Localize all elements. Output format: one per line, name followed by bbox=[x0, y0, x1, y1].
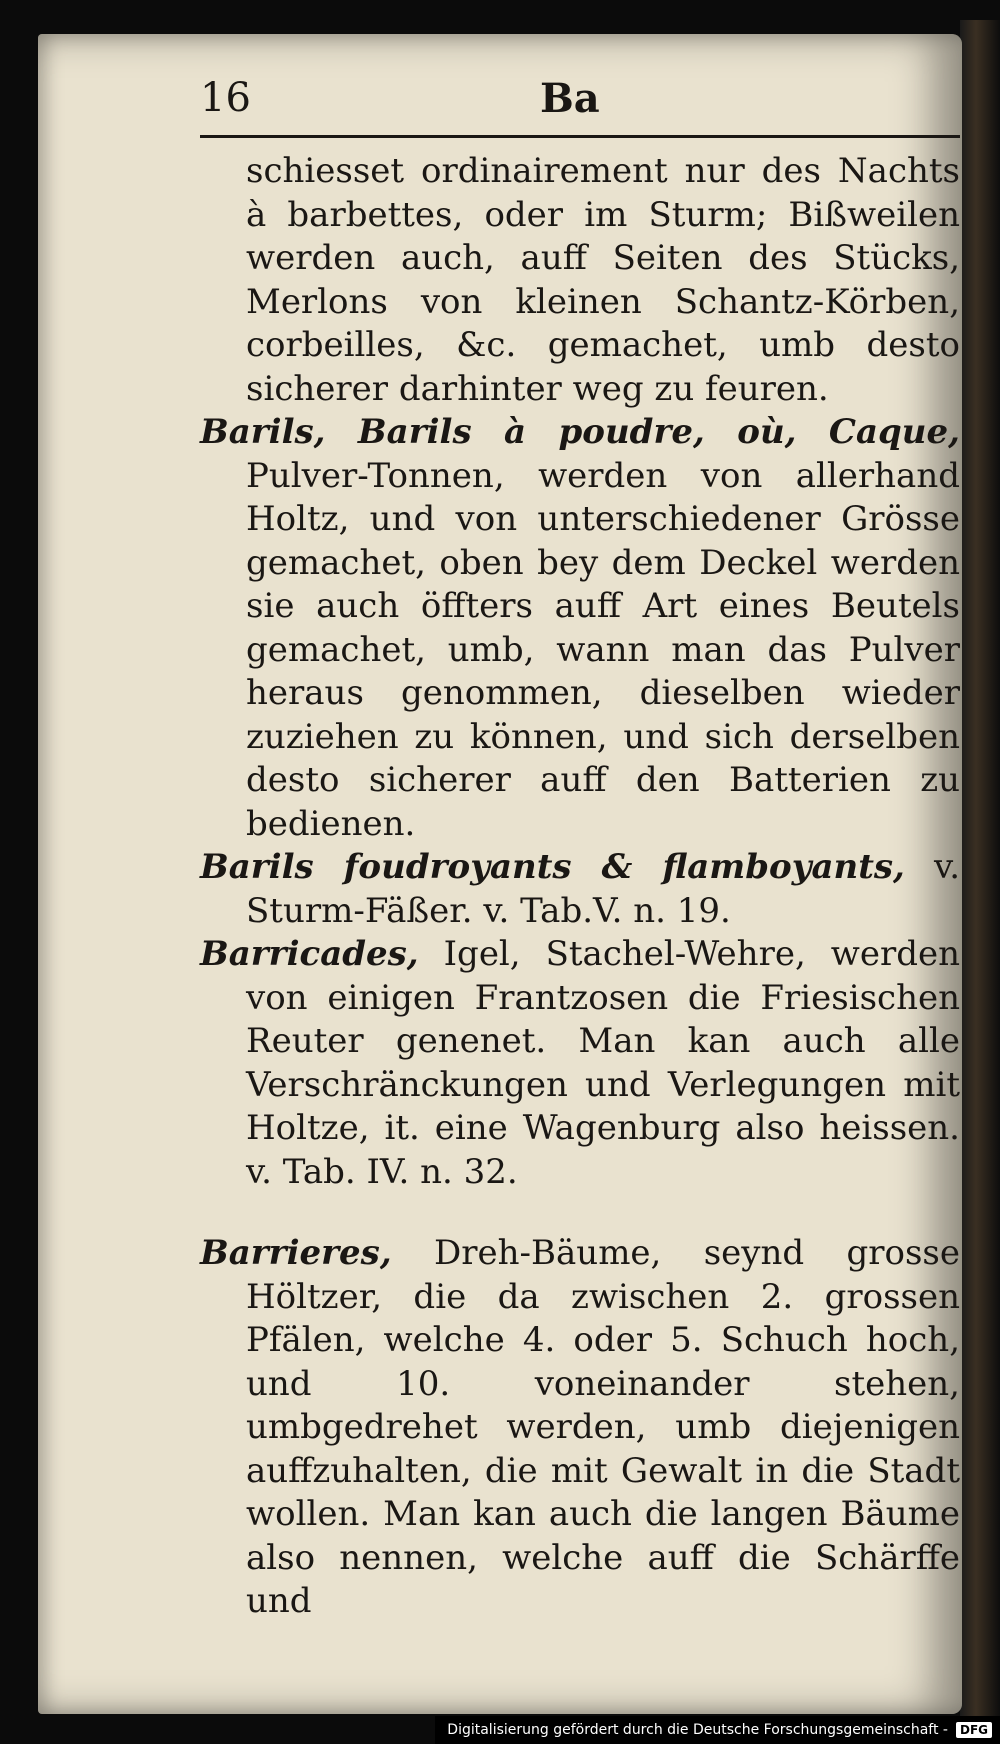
page-text-block bbox=[200, 75, 960, 1624]
entry-text: Igel, Stachel-Wehre, werden von einigen Frantzosen die Friesischen Reuter genenet. Man kan auch alle Verschränckungen und Verlegungen mit Holtze, it. eine Wagenburg also heissen. v. Tab. IV. n. 32. bbox=[246, 934, 960, 1192]
entry-headword: Barricades, bbox=[200, 934, 419, 974]
entry-continuation bbox=[200, 150, 960, 411]
entry-text: Pulver-Tonnen, werden von allerhand Holtz, und von unterschiedener Grösse gemachet, oben bey dem Deckel werden sie auch öffters auff Art eines Beutels gemachet, umb, wann man das Pulver heraus genommen, dieselben wieder zuziehen zu können, und sich derselben desto sicherer auff den Batterien zu bedienen. bbox=[246, 455, 960, 844]
page-header bbox=[200, 75, 960, 138]
entry-text: Dreh-Bäume, seynd grosse Höltzer, die da zwischen 2. grossen Pfälen, welche 4. oder 5. Schuch hoch, und 10. voneinander stehen, umbgedrehet werden, umb diejenigen auffzuhalten, die mit Gewalt in die Stadt wollen. Man kan auch die langen Bäume also nennen, welche auff die Schärffe und bbox=[246, 1233, 960, 1621]
entry-headword: Barils, Barils à poudre, où, Caque, bbox=[200, 412, 960, 452]
running-head: Ba bbox=[540, 75, 600, 122]
entry-headword: Barrieres, bbox=[200, 1233, 392, 1273]
page-number: 16 bbox=[200, 75, 251, 121]
book-spine bbox=[960, 20, 1000, 1720]
entry-barils bbox=[200, 411, 960, 846]
dfg-logo: DFG bbox=[956, 1722, 992, 1738]
entry-barricades bbox=[200, 933, 960, 1194]
entry-text: schiesset ordinairement nur des Nachts à barbettes, oder im Sturm; Bißweilen werden auch, auff Seiten des Stücks, Merlons von kleinen Schantz-Körben, corbeilles, &c. gemachet, umb desto sicherer darhinter weg zu feuren. bbox=[246, 151, 960, 409]
entry-barrieres bbox=[200, 1232, 960, 1624]
entry-text: v. Sturm-Fäßer. v. Tab.V. n. 19. bbox=[246, 847, 961, 931]
digitization-footer bbox=[435, 1716, 1000, 1744]
entry-spacer bbox=[200, 1194, 960, 1232]
entry-headword: Barils foudroyants & flamboyants, bbox=[200, 847, 905, 887]
entry-barils-foudroyants bbox=[200, 846, 960, 933]
footer-credit: Digitalisierung gefördert durch die Deutsche Forschungsgemeinschaft - bbox=[447, 1722, 948, 1738]
